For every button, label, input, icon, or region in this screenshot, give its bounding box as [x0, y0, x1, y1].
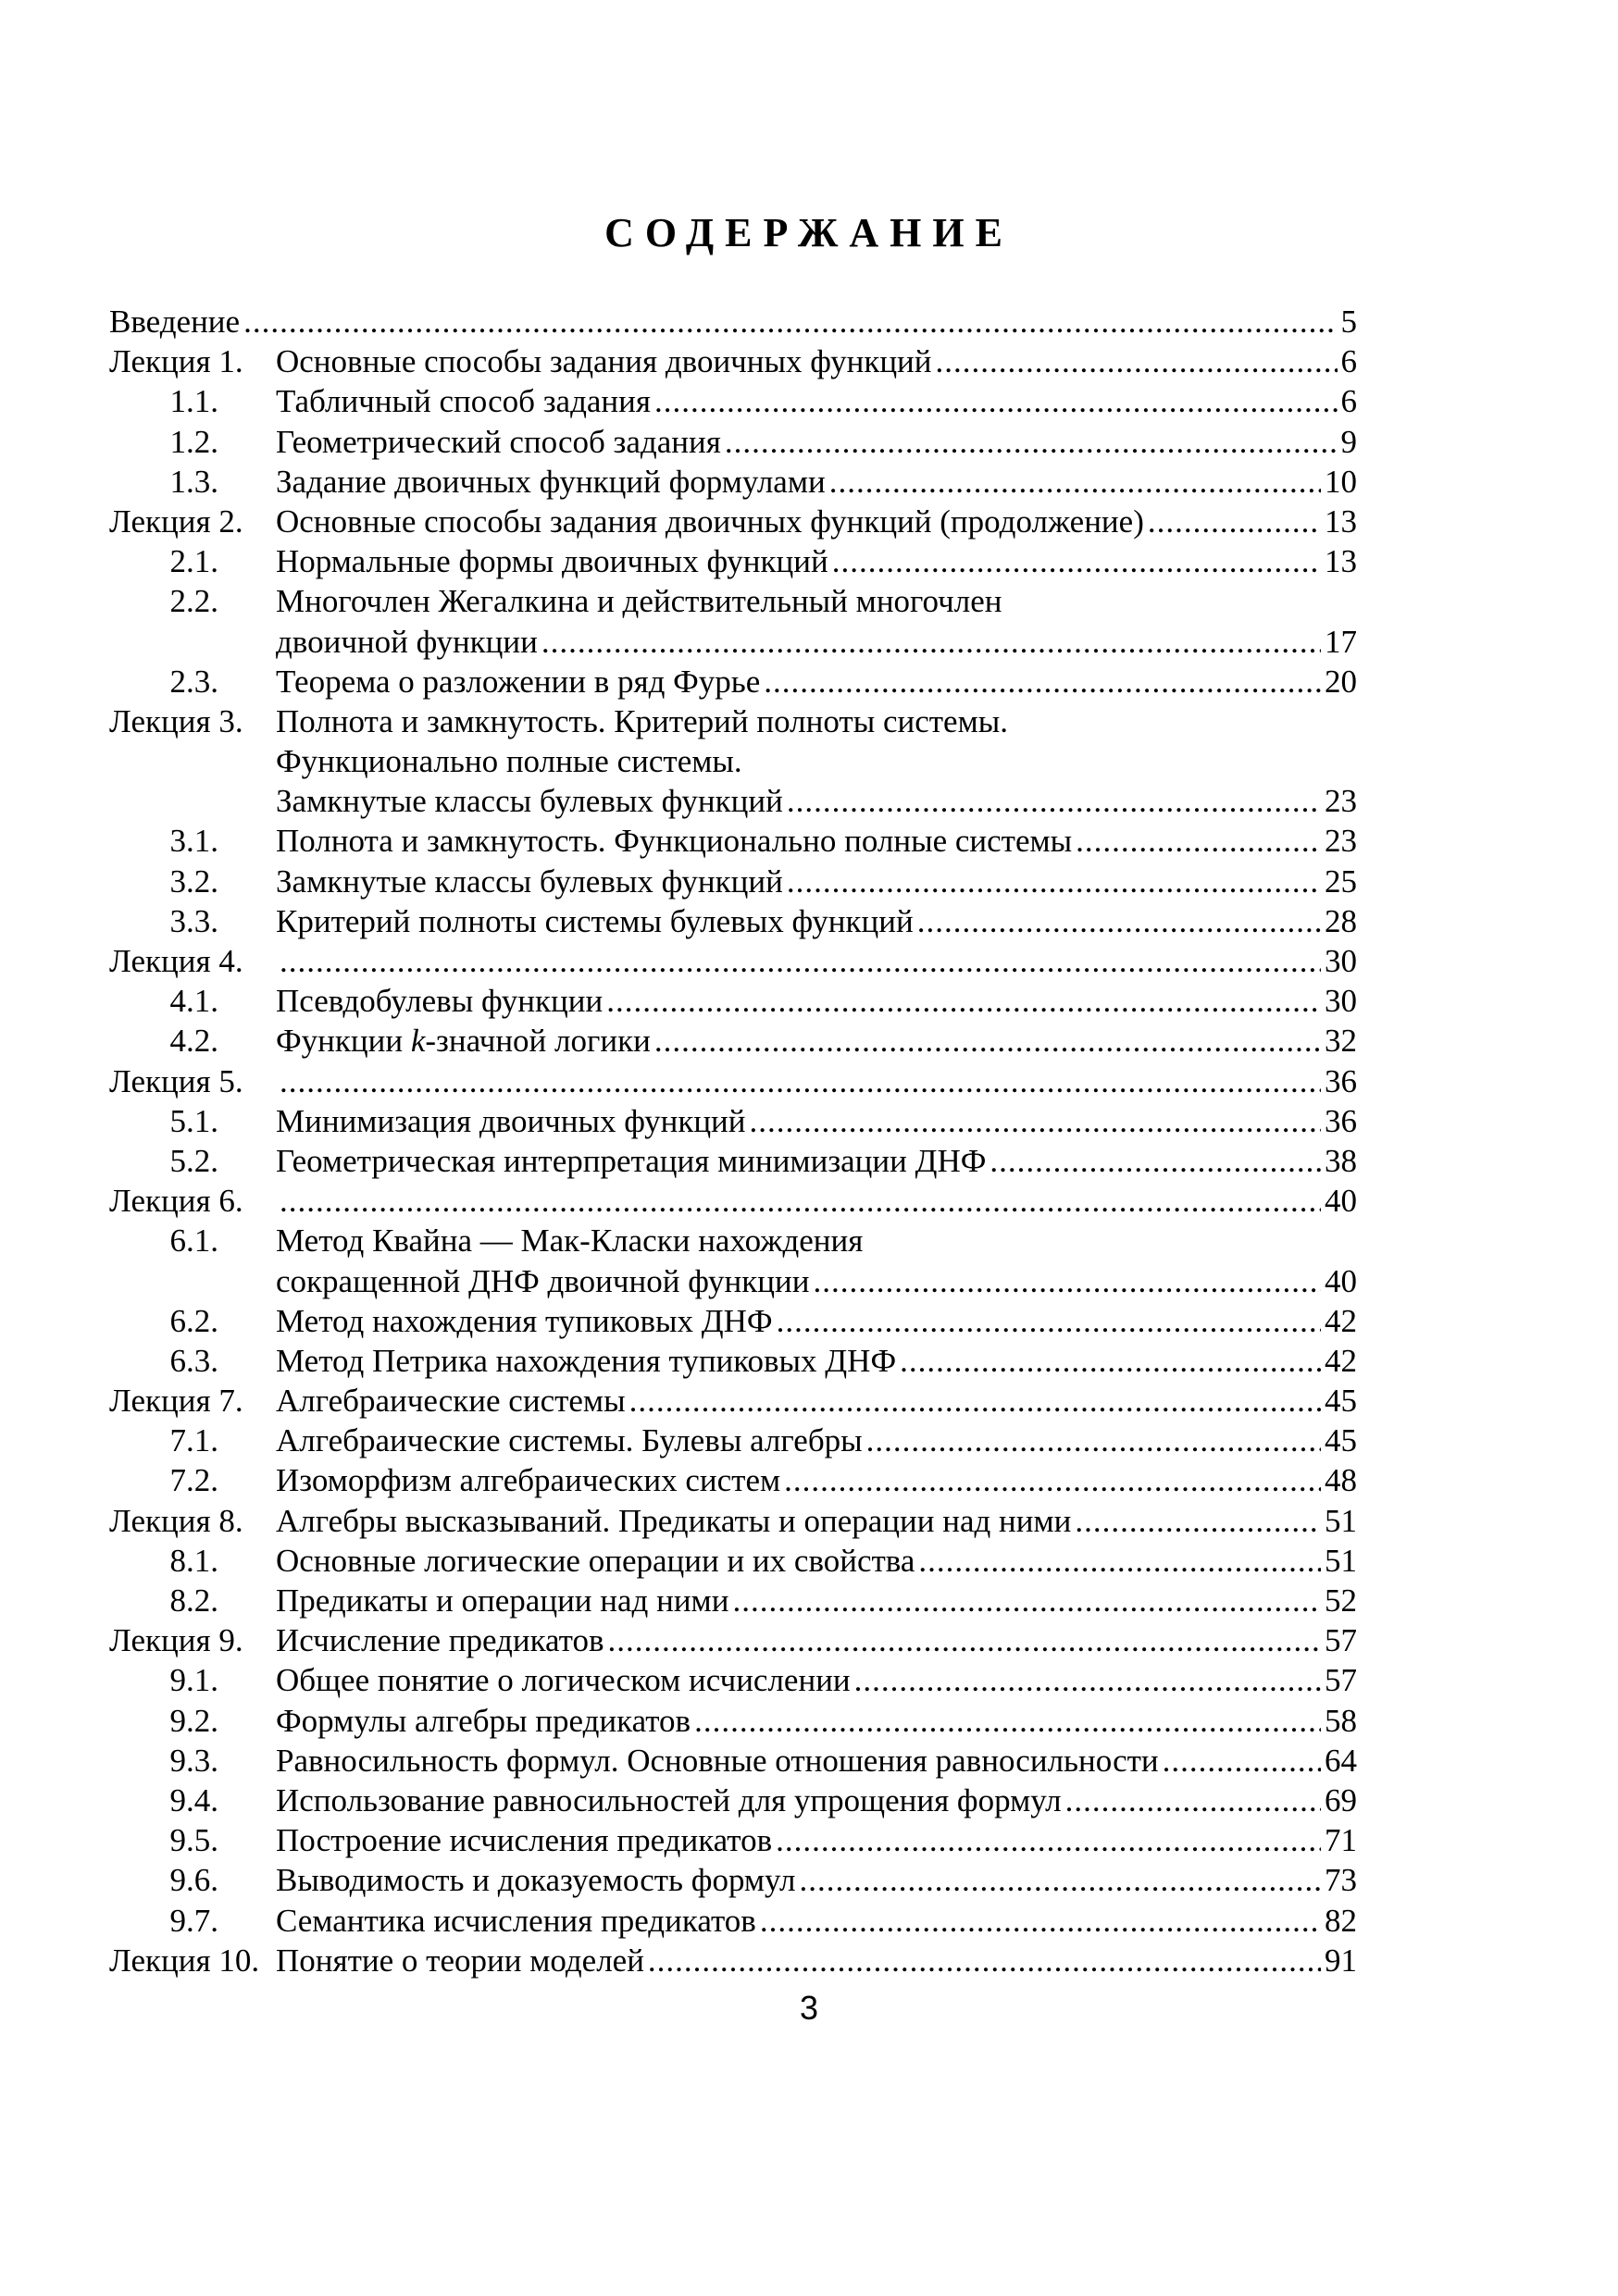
entry-line: [276, 1061, 1357, 1101]
entry-line: [276, 781, 1357, 821]
entry-title: Понятие о теории моделей: [276, 1942, 644, 1979]
page-ref: 64: [1325, 1742, 1357, 1779]
dot-leader: [760, 1901, 1321, 1941]
entry-title: Метод Квайна — Мак-Класки нахождения: [276, 1222, 864, 1260]
toc-entry-section: [109, 1901, 1357, 1941]
section-number: 1.3.: [169, 463, 218, 500]
toc-entry-section: [109, 1660, 1357, 1700]
toc-entry-section: [109, 541, 1357, 581]
lecture-label: Лекция 4.: [109, 943, 243, 979]
page-ref: 36: [1325, 1102, 1357, 1139]
toc-entry-section: [109, 1221, 1357, 1260]
entry-title: Выводимость и доказуемость формул: [276, 1862, 796, 1899]
dot-leader: [280, 1181, 1321, 1221]
dot-leader: [764, 662, 1321, 701]
section-number: 4.1.: [169, 983, 218, 1020]
lecture-label: Лекция 6.: [109, 1183, 243, 1220]
page-ref: 58: [1325, 1702, 1357, 1739]
section-number: 9.6.: [169, 1862, 218, 1899]
toc-entry-lecture: [109, 701, 1357, 741]
dot-leader: [787, 781, 1321, 821]
entry-title: Теорема о разложении в ряд Фурье: [276, 663, 761, 700]
entry-title: Алгебраические системы. Булевы алгебры: [276, 1422, 863, 1459]
toc-entry-intro: [109, 302, 1357, 341]
entry-title: сокращенной ДНФ двоичной функции: [276, 1262, 810, 1299]
toc-entry-section: [109, 862, 1357, 901]
entry-line: [276, 701, 1357, 741]
section-number: 9.5.: [169, 1822, 218, 1859]
toc-entry-section: [109, 1860, 1357, 1900]
toc-entry-lecture: [109, 941, 1357, 981]
entry-line: [276, 1221, 1357, 1260]
dot-leader: [1076, 821, 1321, 861]
toc-entry-section: [109, 1421, 1357, 1460]
dot-leader: [813, 1261, 1321, 1301]
page-ref: 13: [1325, 503, 1357, 540]
entry-line: [276, 1660, 1357, 1700]
dot-leader: [777, 1301, 1321, 1341]
toc-entry-section: [109, 381, 1357, 421]
entry-title: Предикаты и операции над ними: [276, 1582, 729, 1619]
dot-leader: [854, 1660, 1321, 1700]
lecture-label: Лекция 2.: [109, 503, 243, 540]
page-ref: 57: [1325, 1622, 1357, 1659]
page-ref: 45: [1325, 1383, 1357, 1420]
entry-line: [276, 901, 1357, 941]
entry-line: [276, 1101, 1357, 1141]
entry-line: [276, 662, 1357, 701]
section-number: 4.2.: [169, 1023, 218, 1060]
entry-title: Табличный способ задания: [276, 383, 651, 420]
toc-entry-section: [109, 662, 1357, 701]
toc-entry-section: [109, 1101, 1357, 1141]
entry-title: Формулы алгебры предикатов: [276, 1702, 691, 1739]
entry-line: [276, 622, 1357, 662]
page-ref: 45: [1325, 1422, 1357, 1459]
section-number: 8.2.: [169, 1582, 218, 1619]
entry-line: [276, 1421, 1357, 1460]
lecture-label: Лекция 1.: [109, 343, 243, 380]
entry-title: Основные способы задания двоичных функций: [276, 343, 932, 380]
entry-title: Использование равносильностей для упрощения формул: [276, 1781, 1062, 1818]
toc-entry-lecture: [109, 741, 1357, 781]
page-ref: 28: [1325, 902, 1357, 939]
entry-title: двоичной функции: [276, 623, 538, 660]
page-ref: 9: [1340, 423, 1357, 460]
dot-leader: [918, 1541, 1321, 1581]
dot-leader: [694, 1701, 1321, 1741]
dot-leader: [1163, 1741, 1321, 1781]
dot-leader: [732, 1581, 1321, 1620]
entry-title: Изоморфизм алгебраических систем: [276, 1462, 781, 1499]
page-ref: 23: [1325, 783, 1357, 820]
entry-line: [276, 1141, 1357, 1181]
entry-line: [276, 1541, 1357, 1581]
dot-leader: [654, 381, 1338, 421]
dot-leader: [280, 1061, 1321, 1101]
dot-leader: [541, 622, 1321, 662]
page-ref: 40: [1325, 1183, 1357, 1220]
dot-leader: [725, 422, 1338, 462]
toc-entry-lecture: [109, 1501, 1357, 1541]
page-ref: 42: [1325, 1302, 1357, 1339]
entry-title: Геометрический способ задания: [276, 423, 721, 460]
entry-line: [276, 462, 1357, 502]
entry-title: Основные способы задания двоичных функций (продолжение): [276, 503, 1144, 540]
lecture-label: Лекция 5.: [109, 1062, 243, 1099]
entry-title: Функции k-значной логики: [276, 1023, 651, 1060]
dot-leader: [900, 1341, 1321, 1381]
page-number: 3: [799, 1989, 819, 2027]
entry-title: Равносильность формул. Основные отношения равносильности: [276, 1742, 1159, 1779]
section-number: 9.2.: [169, 1702, 218, 1739]
section-number: 7.1.: [169, 1422, 218, 1459]
entry-line: [276, 1021, 1357, 1061]
page-ref: 91: [1325, 1942, 1357, 1979]
entry-title: Псевдобулевы функции: [276, 983, 604, 1020]
lecture-label: Лекция 7.: [109, 1383, 243, 1420]
entry-title: Метод нахождения тупиковых ДНФ: [276, 1302, 773, 1339]
dot-leader: [800, 1860, 1322, 1900]
toc-entry-section: [109, 1141, 1357, 1181]
lecture-label: Лекция 9.: [109, 1622, 243, 1659]
entry-line: [276, 1701, 1357, 1741]
page-ref: 51: [1325, 1502, 1357, 1539]
entry-line: [276, 381, 1357, 421]
dot-leader: [750, 1101, 1321, 1141]
page-ref: 42: [1325, 1342, 1357, 1379]
section-number: 9.4.: [169, 1781, 218, 1818]
entry-line: [276, 862, 1357, 901]
section-number: 6.1.: [169, 1222, 218, 1260]
toc-entry-lecture: [109, 502, 1357, 541]
entry-title: Замкнутые классы булевых функций: [276, 863, 783, 900]
dot-leader: [654, 1021, 1321, 1061]
entry-line: [276, 1741, 1357, 1781]
toc-entry-lecture: [109, 1620, 1357, 1660]
entry-line: [276, 1301, 1357, 1341]
page-ref: 23: [1325, 823, 1357, 860]
toc-entry-section: [109, 1781, 1357, 1820]
section-number: 5.2.: [169, 1142, 218, 1179]
toc-entry-section: [109, 1460, 1357, 1500]
dot-leader: [784, 1460, 1321, 1500]
section-number: 6.3.: [169, 1342, 218, 1379]
entry-title: Алгебры высказываний. Предикаты и операции над ними: [276, 1502, 1072, 1539]
section-number: 3.3.: [169, 902, 218, 939]
dot-leader: [832, 541, 1321, 581]
section-number: 2.2.: [169, 583, 218, 620]
page-ref: 25: [1325, 863, 1357, 900]
table-of-contents: [109, 302, 1357, 1980]
entry-line: [276, 341, 1357, 381]
entry-line: [276, 941, 1357, 981]
lecture-label: Лекция 10.: [109, 1942, 260, 1979]
entry-line: [276, 541, 1357, 581]
page-ref: 36: [1325, 1062, 1357, 1099]
entry-title: Введение: [109, 304, 241, 340]
page-ref: 5: [1340, 304, 1357, 340]
entry-line: [276, 422, 1357, 462]
section-number: 8.1.: [169, 1542, 218, 1579]
entry-line: [276, 1181, 1357, 1221]
section-number: 2.3.: [169, 663, 218, 700]
section-number: 9.1.: [169, 1662, 218, 1699]
entry-title: Полнота и замкнутость. Функционально полные системы: [276, 823, 1073, 860]
page-ref: 13: [1325, 543, 1357, 580]
section-number: 3.2.: [169, 863, 218, 900]
toc-entry-section: [109, 422, 1357, 462]
toc-entry-section: [109, 1581, 1357, 1620]
entry-title: Алгебраические системы: [276, 1383, 626, 1420]
lecture-label: Лекция 8.: [109, 1502, 243, 1539]
page-ref: 30: [1325, 983, 1357, 1020]
section-number: 3.1.: [169, 823, 218, 860]
page-ref: 57: [1325, 1662, 1357, 1699]
dot-leader: [608, 1620, 1321, 1660]
toc-entry-lecture: [109, 781, 1357, 821]
toc-entry-section: [109, 1261, 1357, 1301]
entry-line: [276, 1941, 1357, 1980]
toc-entry-section: [109, 981, 1357, 1021]
entry-title: Метод Петрика нахождения тупиковых ДНФ: [276, 1342, 897, 1379]
toc-entry-lecture: [109, 1941, 1357, 1980]
toc-entry-lecture: [109, 1381, 1357, 1421]
dot-leader: [989, 1141, 1321, 1181]
page-ref: 30: [1325, 943, 1357, 979]
dot-leader: [648, 1941, 1321, 1980]
toc-entry-section: [109, 1301, 1357, 1341]
dot-leader: [829, 462, 1321, 502]
page-ref: 48: [1325, 1462, 1357, 1499]
dot-leader: [866, 1421, 1321, 1460]
section-number: 5.1.: [169, 1102, 218, 1139]
toc-entry-section: [109, 1820, 1357, 1860]
entry-title: Нормальные формы двоичных функций: [276, 543, 828, 580]
page-ref: 10: [1325, 463, 1357, 500]
lecture-label: Лекция 3.: [109, 702, 243, 739]
entry-title: Геометрическая интерпретация минимизации ДНФ: [276, 1142, 987, 1179]
entry-title: Минимизация двоичных функций: [276, 1102, 746, 1139]
toc-entry-section: [109, 1021, 1357, 1061]
entry-title: Общее понятие о логическом исчислении: [276, 1662, 851, 1699]
italic-variable: k: [410, 1023, 426, 1060]
toc-entry-section: [109, 1541, 1357, 1581]
entry-title: Основные логические операции и их свойства: [276, 1542, 915, 1579]
entry-title: Критерий полноты системы булевых функций: [276, 902, 914, 939]
entry-line: [276, 1901, 1357, 1941]
entry-line: [276, 981, 1357, 1021]
entry-title: Задание двоичных функций формулами: [276, 463, 826, 500]
page-ref: 73: [1325, 1862, 1357, 1899]
section-number: 9.7.: [169, 1902, 218, 1939]
section-number: 1.1.: [169, 383, 218, 420]
entry-line: [276, 821, 1357, 861]
dot-leader: [1148, 502, 1321, 541]
page-ref: 69: [1325, 1781, 1357, 1818]
section-number: 6.2.: [169, 1302, 218, 1339]
toc-entry-section: [109, 821, 1357, 861]
entry-title: Полнота и замкнутость. Критерий полноты системы.: [276, 702, 1009, 739]
dot-leader: [917, 901, 1321, 941]
entry-title: Построение исчисления предикатов: [276, 1822, 773, 1859]
entry-line: [276, 1581, 1357, 1620]
page-ref: 32: [1325, 1023, 1357, 1060]
toc-entry-section: [109, 901, 1357, 941]
entry-line: [276, 1341, 1357, 1381]
toc-entry-lecture: [109, 1181, 1357, 1221]
page-ref: 6: [1340, 383, 1357, 420]
toc-entry-section: [109, 581, 1357, 621]
page-ref: 51: [1325, 1542, 1357, 1579]
toc-entry-section: [109, 622, 1357, 662]
section-number: 7.2.: [169, 1462, 218, 1499]
entry-title: Семантика исчисления предикатов: [276, 1902, 756, 1939]
section-number: 1.2.: [169, 423, 218, 460]
entry-line: [276, 1781, 1357, 1820]
entry-line: [276, 1501, 1357, 1541]
entry-line: [276, 741, 1357, 781]
dot-leader: [776, 1820, 1321, 1860]
entry-title: Многочлен Жегалкина и действительный многочлен: [276, 583, 1002, 620]
toc-entry-section: [109, 462, 1357, 502]
dot-leader: [243, 302, 1337, 341]
page-ref: 71: [1325, 1822, 1357, 1859]
entry-line: [109, 302, 1357, 341]
entry-line: [276, 1261, 1357, 1301]
entry-line: [276, 1620, 1357, 1660]
page-ref: 52: [1325, 1582, 1357, 1619]
toc-entry-section: [109, 1701, 1357, 1741]
page-title: СОДЕРЖАНИЕ: [604, 210, 1014, 255]
dot-leader: [936, 341, 1338, 381]
entry-title: Замкнутые классы булевых функций: [276, 783, 783, 820]
entry-line: [276, 1381, 1357, 1421]
entry-line: [276, 1820, 1357, 1860]
dot-leader: [1065, 1781, 1321, 1820]
entry-title: Функционально полные системы.: [276, 743, 742, 780]
page-ref: 82: [1325, 1902, 1357, 1939]
section-number: 9.3.: [169, 1742, 218, 1779]
page-ref: 38: [1325, 1142, 1357, 1179]
page-ref: 20: [1325, 663, 1357, 700]
dot-leader: [629, 1381, 1321, 1421]
entry-line: [276, 502, 1357, 541]
dot-leader: [1075, 1501, 1321, 1541]
dot-leader: [280, 941, 1321, 981]
dot-leader: [787, 862, 1321, 901]
entry-line: [276, 1460, 1357, 1500]
section-number: 2.1.: [169, 543, 218, 580]
entry-line: [276, 581, 1357, 621]
page-ref: 17: [1325, 623, 1357, 660]
page-ref: 40: [1325, 1262, 1357, 1299]
toc-entry-section: [109, 1741, 1357, 1781]
toc-entry-lecture: [109, 341, 1357, 381]
dot-leader: [606, 981, 1321, 1021]
page-ref: 6: [1340, 343, 1357, 380]
entry-title: Исчисление предикатов: [276, 1622, 604, 1659]
entry-line: [276, 1860, 1357, 1900]
toc-entry-lecture: [109, 1061, 1357, 1101]
toc-entry-section: [109, 1341, 1357, 1381]
